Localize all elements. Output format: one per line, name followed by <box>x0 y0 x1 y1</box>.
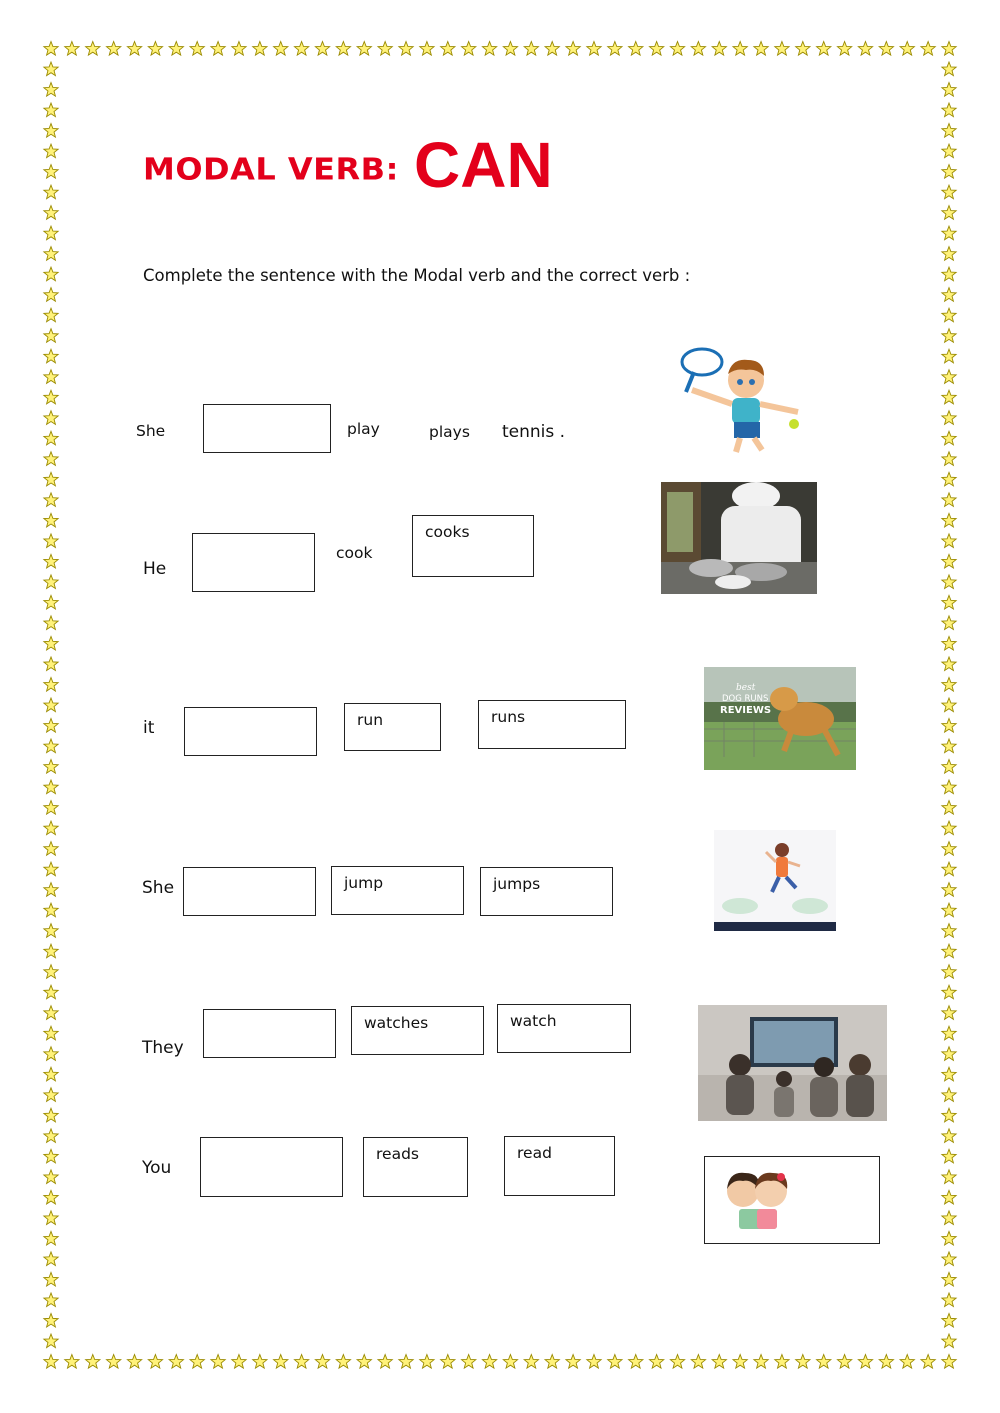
border-star <box>44 944 58 958</box>
border-star <box>942 83 956 97</box>
border-star <box>942 206 956 220</box>
border-star <box>127 42 141 56</box>
border-star <box>44 1211 58 1225</box>
border-star <box>169 1355 183 1369</box>
border-star <box>253 1355 267 1369</box>
border-star <box>44 431 58 445</box>
border-star <box>942 165 956 179</box>
border-star <box>608 1355 622 1369</box>
border-star <box>796 1355 810 1369</box>
border-star <box>44 1026 58 1040</box>
border-star <box>503 42 517 56</box>
border-star <box>858 42 872 56</box>
border-star <box>942 288 956 302</box>
border-star <box>107 1355 121 1369</box>
border-star <box>942 965 956 979</box>
row6-answer-box[interactable] <box>200 1137 343 1197</box>
border-star <box>44 370 58 384</box>
border-star <box>942 329 956 343</box>
border-star <box>733 1355 747 1369</box>
row1-picture-boy-tennis <box>670 340 810 460</box>
border-star <box>942 554 956 568</box>
border-star <box>524 42 538 56</box>
row5-option2-box[interactable] <box>497 1004 631 1053</box>
border-star <box>44 595 58 609</box>
border-star <box>942 760 956 774</box>
border-star <box>817 42 831 56</box>
border-star <box>44 226 58 240</box>
border-star <box>649 42 663 56</box>
border-star <box>942 1067 956 1081</box>
border-star <box>44 719 58 733</box>
border-star <box>44 1149 58 1163</box>
border-star <box>942 247 956 261</box>
row4-option1: jump <box>344 874 384 892</box>
row6-option2: read <box>517 1144 552 1162</box>
border-star <box>399 1355 413 1369</box>
row1-tail: tennis . <box>502 422 566 442</box>
border-star <box>942 780 956 794</box>
border-star <box>503 1355 517 1369</box>
border-star <box>44 534 58 548</box>
row6-option1: reads <box>376 1145 419 1163</box>
border-star <box>44 575 58 589</box>
border-star <box>44 1355 58 1369</box>
border-star <box>148 1355 162 1369</box>
row2-option2: cooks <box>425 523 470 541</box>
border-star <box>86 1355 100 1369</box>
border-star <box>44 288 58 302</box>
border-star <box>942 1088 956 1102</box>
border-star <box>107 42 121 56</box>
border-star <box>942 472 956 486</box>
border-star <box>733 42 747 56</box>
border-star <box>148 42 162 56</box>
border-star <box>942 698 956 712</box>
border-star <box>900 42 914 56</box>
border-star <box>44 1231 58 1245</box>
border-star <box>44 144 58 158</box>
border-star <box>942 1272 956 1286</box>
border-star <box>44 657 58 671</box>
border-star <box>44 739 58 753</box>
border-star <box>44 1272 58 1286</box>
row3-option2-box[interactable] <box>478 700 626 749</box>
border-star <box>942 1108 956 1122</box>
border-star <box>44 616 58 630</box>
border-star <box>211 42 225 56</box>
row5-option1-box[interactable] <box>351 1006 484 1055</box>
border-star <box>942 42 956 56</box>
border-star <box>44 83 58 97</box>
border-star <box>942 1355 956 1369</box>
border-star <box>44 821 58 835</box>
row3-picture-caption3: REVIEWS <box>720 705 772 716</box>
border-star <box>921 42 935 56</box>
border-star <box>44 862 58 876</box>
title-word: CAN <box>414 129 553 201</box>
border-star <box>462 42 476 56</box>
border-star <box>44 267 58 281</box>
row2-answer-box[interactable] <box>192 533 315 592</box>
row6-picture-frame <box>704 1156 880 1244</box>
border-star <box>482 42 496 56</box>
border-star <box>44 554 58 568</box>
border-star <box>190 1355 204 1369</box>
row3-picture-dog <box>704 667 856 770</box>
border-star <box>44 698 58 712</box>
border-star <box>44 329 58 343</box>
border-star <box>942 1170 956 1184</box>
border-star <box>942 1211 956 1225</box>
border-star <box>274 42 288 56</box>
border-star <box>566 42 580 56</box>
border-star <box>44 103 58 117</box>
border-star <box>44 42 58 56</box>
border-star <box>378 1355 392 1369</box>
border-star <box>775 42 789 56</box>
border-star <box>545 42 559 56</box>
border-star <box>357 42 371 56</box>
border-star <box>942 1313 956 1327</box>
row4-option2: jumps <box>493 875 541 893</box>
border-star <box>942 862 956 876</box>
border-star <box>169 42 183 56</box>
row3-answer-box[interactable] <box>184 707 317 756</box>
border-star <box>942 370 956 384</box>
row1-subject: She <box>136 422 166 440</box>
row2-option2-box[interactable] <box>412 515 534 577</box>
border-star <box>629 42 643 56</box>
border-star <box>942 493 956 507</box>
border-star <box>44 349 58 363</box>
border-star <box>44 185 58 199</box>
border-star <box>44 390 58 404</box>
border-star <box>942 1129 956 1143</box>
border-star <box>127 1355 141 1369</box>
border-star <box>44 636 58 650</box>
border-star <box>942 144 956 158</box>
border-star <box>462 1355 476 1369</box>
border-star <box>44 513 58 527</box>
row6-subject: You <box>142 1158 172 1178</box>
border-star <box>44 965 58 979</box>
row4-picture-girl-jump <box>714 830 836 931</box>
border-star <box>942 1334 956 1348</box>
border-star <box>942 103 956 117</box>
border-star <box>942 226 956 240</box>
border-star <box>942 452 956 466</box>
border-star <box>608 42 622 56</box>
border-star <box>942 1190 956 1204</box>
border-star <box>232 42 246 56</box>
border-star <box>524 1355 538 1369</box>
border-star <box>691 42 705 56</box>
border-star <box>942 719 956 733</box>
border-star <box>44 247 58 261</box>
border-star <box>879 42 893 56</box>
border-star <box>44 411 58 425</box>
border-star <box>942 1231 956 1245</box>
border-star <box>942 801 956 815</box>
border-star <box>754 42 768 56</box>
border-star <box>629 1355 643 1369</box>
border-star <box>942 411 956 425</box>
border-star <box>44 452 58 466</box>
border-star <box>712 1355 726 1369</box>
row3-picture-caption2: DOG RUNS <box>722 694 769 704</box>
border-star <box>942 595 956 609</box>
border-star <box>44 472 58 486</box>
border-star <box>942 883 956 897</box>
border-star <box>942 1006 956 1020</box>
border-star <box>942 185 956 199</box>
row4-answer-box[interactable] <box>183 867 316 916</box>
border-star <box>942 657 956 671</box>
border-star <box>44 1006 58 1020</box>
row6-option2-box[interactable] <box>504 1136 615 1196</box>
border-star <box>44 1313 58 1327</box>
border-star <box>942 62 956 76</box>
border-star <box>942 616 956 630</box>
border-star <box>942 124 956 138</box>
border-star <box>670 1355 684 1369</box>
border-star <box>670 42 684 56</box>
border-star <box>837 42 851 56</box>
border-star <box>900 1355 914 1369</box>
border-star <box>44 677 58 691</box>
border-star <box>65 1355 79 1369</box>
border-star <box>211 1355 225 1369</box>
border-star <box>44 801 58 815</box>
border-star <box>232 1355 246 1369</box>
row3-picture-caption1: best <box>736 683 756 693</box>
border-star <box>399 42 413 56</box>
border-star <box>858 1355 872 1369</box>
border-star <box>545 1355 559 1369</box>
border-star <box>315 1355 329 1369</box>
border-star <box>942 985 956 999</box>
border-star <box>253 42 267 56</box>
border-star <box>441 42 455 56</box>
row5-answer-box[interactable] <box>203 1009 336 1058</box>
border-star <box>336 1355 350 1369</box>
border-star <box>942 575 956 589</box>
row3-option2: runs <box>491 708 526 726</box>
border-star <box>942 1026 956 1040</box>
border-star <box>274 1355 288 1369</box>
border-star <box>44 760 58 774</box>
row2-subject: He <box>143 559 167 579</box>
border-star <box>775 1355 789 1369</box>
border-star <box>482 1355 496 1369</box>
border-star <box>691 1355 705 1369</box>
border-star <box>420 42 434 56</box>
border-star <box>754 1355 768 1369</box>
border-star <box>44 924 58 938</box>
row5-subject: They <box>142 1038 184 1058</box>
border-star <box>942 903 956 917</box>
row5-picture-family-tv <box>698 1005 887 1121</box>
border-star <box>942 1149 956 1163</box>
border-star <box>44 308 58 322</box>
border-star <box>587 42 601 56</box>
border-star <box>441 1355 455 1369</box>
border-star <box>44 1088 58 1102</box>
border-star <box>649 1355 663 1369</box>
border-star <box>942 308 956 322</box>
border-star <box>942 534 956 548</box>
border-star <box>44 206 58 220</box>
border-star <box>817 1355 831 1369</box>
border-star <box>44 1108 58 1122</box>
row6-picture-kids-reading <box>721 1167 793 1233</box>
border-star <box>796 42 810 56</box>
border-star <box>942 924 956 938</box>
border-star <box>65 42 79 56</box>
border-star <box>44 62 58 76</box>
row4-subject: She <box>142 878 175 898</box>
border-star <box>942 1252 956 1266</box>
border-star <box>942 821 956 835</box>
border-star <box>44 1170 58 1184</box>
border-star <box>86 42 100 56</box>
row3-option1: run <box>357 711 384 729</box>
border-star <box>942 513 956 527</box>
border-star <box>942 636 956 650</box>
border-star <box>44 842 58 856</box>
border-star <box>921 1355 935 1369</box>
border-star <box>44 1067 58 1081</box>
border-star <box>942 677 956 691</box>
border-star <box>942 944 956 958</box>
border-star <box>942 431 956 445</box>
border-star <box>44 1252 58 1266</box>
border-star <box>44 780 58 794</box>
border-star <box>942 267 956 281</box>
title-prefix: MODAL VERB: <box>143 150 399 188</box>
border-star <box>44 985 58 999</box>
border-star <box>44 1293 58 1307</box>
border-star <box>44 1190 58 1204</box>
row4-option2-box[interactable] <box>480 867 613 916</box>
border-star <box>315 42 329 56</box>
border-star <box>879 1355 893 1369</box>
instruction-text: Complete the sentence with the Modal verb and the correct verb : <box>143 266 691 285</box>
border-star <box>294 42 308 56</box>
border-star <box>566 1355 580 1369</box>
border-star <box>44 1047 58 1061</box>
border-star <box>44 903 58 917</box>
row6-option1-box[interactable] <box>363 1137 468 1197</box>
border-star <box>294 1355 308 1369</box>
border-star <box>942 390 956 404</box>
border-star <box>44 124 58 138</box>
row1-answer-box[interactable] <box>203 404 331 453</box>
border-star <box>44 1129 58 1143</box>
border-star <box>44 165 58 179</box>
border-star <box>378 42 392 56</box>
border-star <box>357 1355 371 1369</box>
row3-subject: it <box>143 718 155 738</box>
border-star <box>587 1355 601 1369</box>
border-star <box>837 1355 851 1369</box>
row5-option1: watches <box>364 1014 429 1032</box>
row3-option1-box[interactable] <box>344 703 441 751</box>
border-star <box>44 493 58 507</box>
border-star <box>190 42 204 56</box>
row5-option2: watch <box>510 1012 557 1030</box>
row2-picture-chef <box>661 482 817 594</box>
border-star <box>942 842 956 856</box>
row1-option2[interactable]: plays <box>429 423 470 441</box>
border-star <box>44 883 58 897</box>
row2-option1[interactable]: cook <box>336 544 373 562</box>
border-star <box>942 739 956 753</box>
border-star <box>942 1293 956 1307</box>
row1-option1[interactable]: play <box>347 420 380 438</box>
row4-option1-box[interactable] <box>331 866 464 915</box>
border-star <box>420 1355 434 1369</box>
border-star <box>44 1334 58 1348</box>
border-star <box>712 42 726 56</box>
border-star <box>942 349 956 363</box>
border-star <box>942 1047 956 1061</box>
border-star <box>336 42 350 56</box>
